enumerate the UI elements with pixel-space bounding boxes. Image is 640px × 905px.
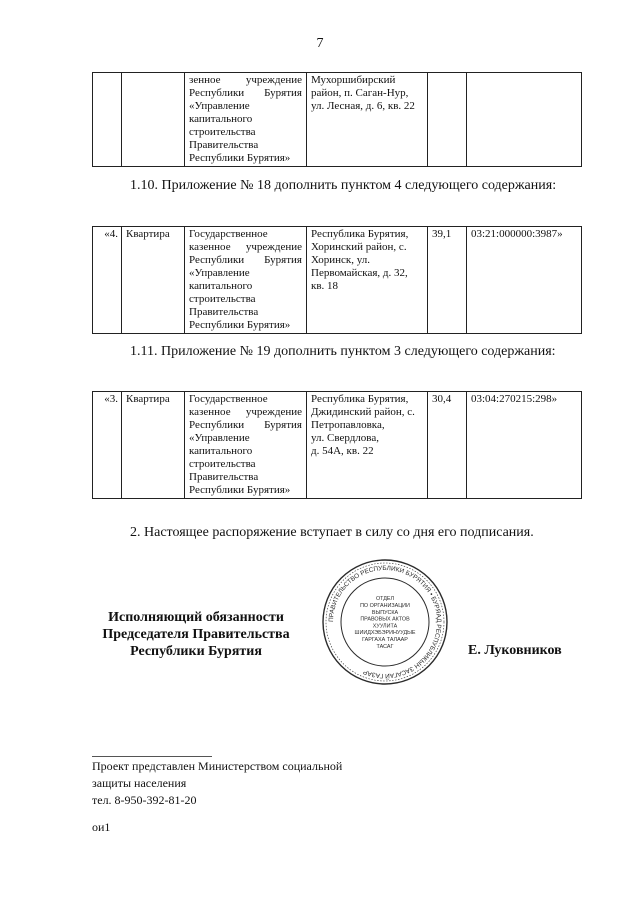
seal-inner-line: ГАРГАХА ТАЛААР <box>362 637 408 643</box>
table-row <box>93 392 582 499</box>
cell-number: «3. <box>93 392 122 499</box>
cell-address: Мухоршибирский район, п. Саган-Нур, ул. Лесная, д. 6, кв. 22 <box>307 73 428 167</box>
seal-inner-line: ОТДЕЛ <box>375 596 395 603</box>
paragraph-1-11: 1.11. Приложение № 19 дополнить пунктом 3 следующего содержания: <box>130 344 556 359</box>
cell-owner: Государственное казенное учреждение Республики Бурятия «Управление капитального строительства Правительства Республики Бурятия» <box>185 227 307 334</box>
seal-inner-line: ПО ОРГАНИЗАЦИИ <box>360 603 410 609</box>
page-number: 7 <box>316 36 324 51</box>
cell-address: Республика Бурятия, Хоринский район, с. Хоринск, ул. Первомайская, д. 32, кв. 18 <box>307 227 428 334</box>
cell-owner: зенное учреждение Республики Бурятия «Управление капитального строительства Правительства Республики Бурятия» <box>185 73 307 167</box>
seal-inner-line: ВЫПУСКА <box>371 609 399 616</box>
seal-inner-line: ХУУЛИТА <box>372 623 398 630</box>
seal-outer-text: ПРАВИТЕЛЬСТВО РЕСПУБЛИКИ БУРЯТИЯ • БУРЯАД РЕСПУБЛИКЫН ЗАСАГАЙ ГАЗАР <box>327 564 443 680</box>
seal-inner-text <box>355 596 416 650</box>
property-table-continued <box>92 72 582 167</box>
official-seal <box>320 557 450 687</box>
cell-number <box>93 73 122 167</box>
cell-area <box>428 73 467 167</box>
signer-title: Исполняющий обязанности Председателя Правительства Республики Бурятия <box>102 610 290 659</box>
signer-name: Е. Луковников <box>468 643 562 658</box>
seal-inner-line: ПРАВОВЫХ АКТОВ <box>360 616 410 623</box>
footnote-line: тел. 8-950-392-81-20 <box>92 793 197 807</box>
seal-inner-line: ШИИДХЭБЭРИНУУДЫЕ <box>354 630 416 637</box>
cell-property-type: Квартира <box>122 227 185 334</box>
seal-inner-line: ТАСАГ <box>376 643 394 650</box>
footnote-line: Проект представлен Министерством социальной <box>92 759 343 773</box>
cell-number: «4. <box>93 227 122 334</box>
property-table-appendix-19 <box>92 391 582 499</box>
paragraph-1-10: 1.10. Приложение № 18 дополнить пунктом 4 следующего содержания: <box>130 178 557 193</box>
cell-address: Республика Бурятия, Джидинский район, с. Петропавловка, ул. Свердлова, д. 54А, кв. 22 <box>307 392 428 499</box>
cell-cadastral-number: 03:04:270215:298» <box>467 392 582 499</box>
cell-cadastral-number <box>467 73 582 167</box>
cell-area: 30,4 <box>428 392 467 499</box>
cell-property-type: Квартира <box>122 392 185 499</box>
table-row <box>93 227 582 334</box>
property-table-appendix-18 <box>92 226 582 334</box>
cell-cadastral-number: 03:21:000000:3987» <box>467 227 582 334</box>
table-row <box>93 73 582 167</box>
footnote <box>92 758 342 809</box>
footnote-line: защиты населения <box>92 776 187 790</box>
cell-area: 39,1 <box>428 227 467 334</box>
paragraph-2: 2. Настоящее распоряжение вступает в силу со дня его подписания. <box>130 525 534 540</box>
cell-owner: Государственное казенное учреждение Республики Бурятия «Управление капитального строительства Правительства Республики Бурятия» <box>185 392 307 499</box>
footnote-divider <box>92 756 212 757</box>
cell-property-type <box>122 73 185 167</box>
document-code: ои1 <box>92 820 111 834</box>
